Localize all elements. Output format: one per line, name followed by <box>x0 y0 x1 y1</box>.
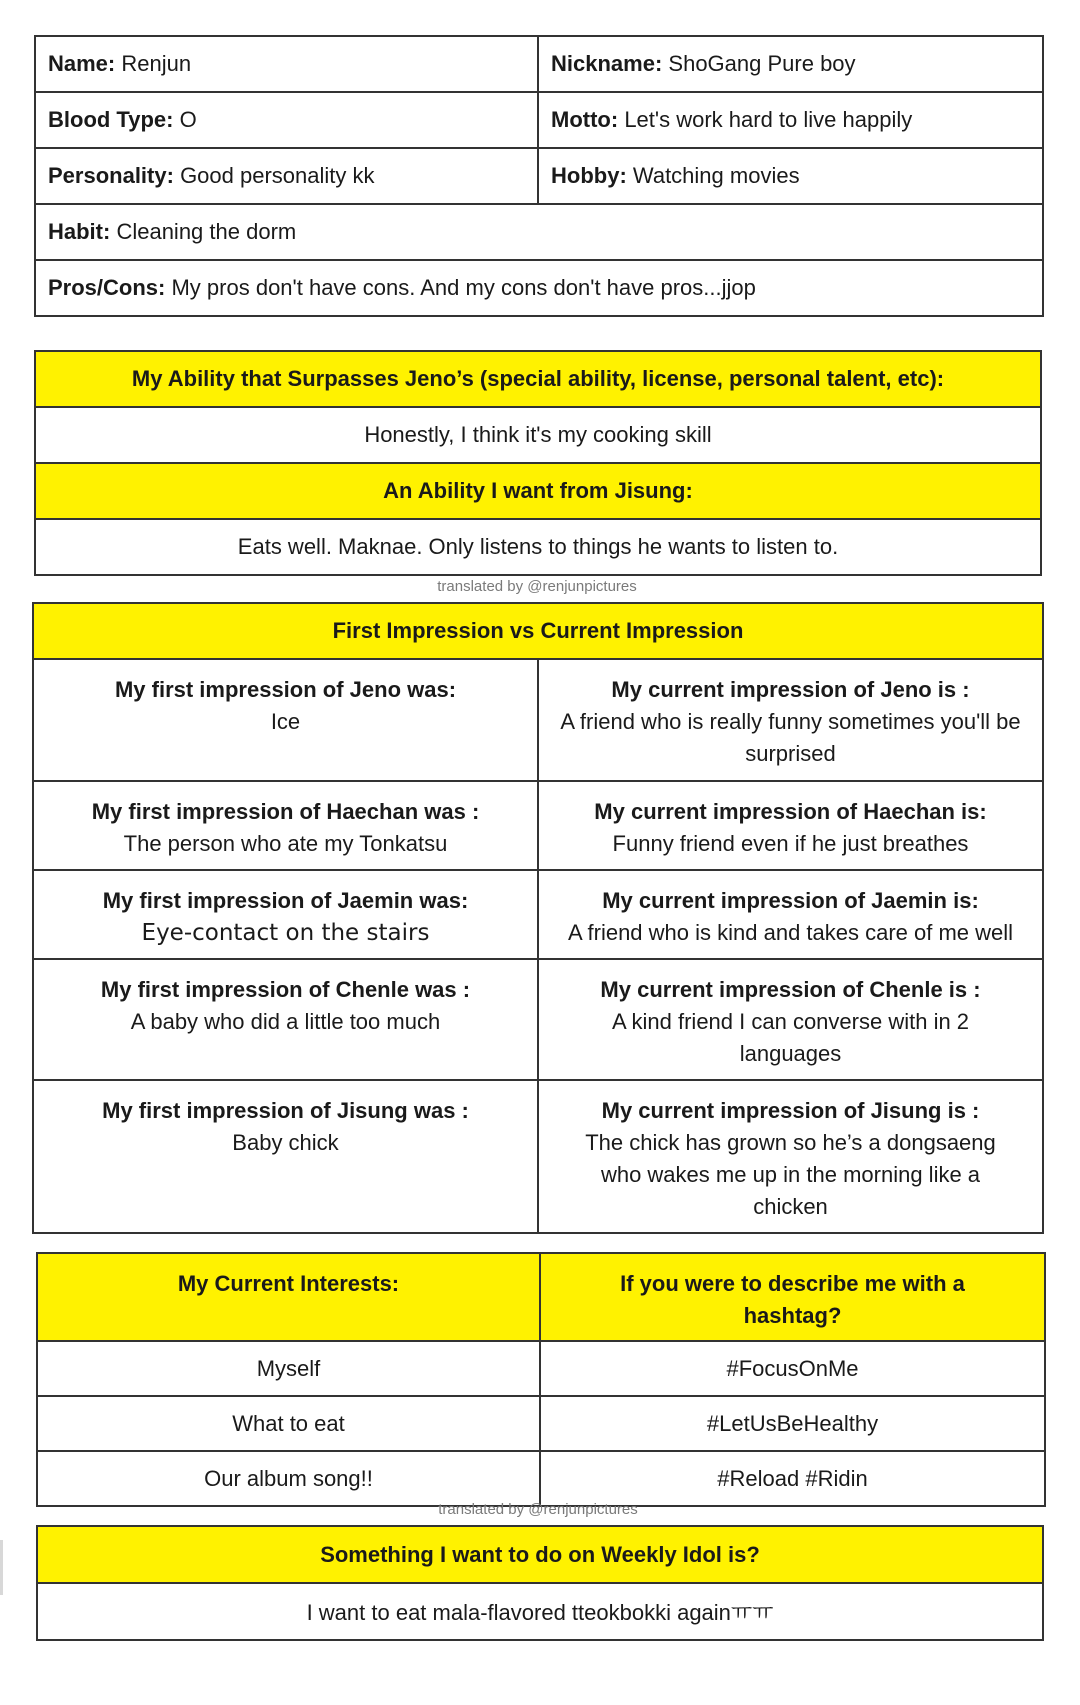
interest-item: Our album song!! <box>37 1451 540 1506</box>
hashtag-item: #LetUsBeHealthy <box>540 1396 1045 1451</box>
impressions-title: First Impression vs Current Impression <box>33 603 1043 659</box>
hobby-value: Watching movies <box>632 163 800 188</box>
jeno-current-label: My current impression of Jeno is : <box>611 677 970 702</box>
jeno-ability-answer: Honestly, I think it's my cooking skill <box>35 407 1041 463</box>
jaemin-first-label: My first impression of Jaemin was: <box>102 888 469 913</box>
translator-credit-2: translated by @renjunpictures <box>438 1501 638 1518</box>
interest-item: Myself <box>37 1341 540 1396</box>
jisung-current-impression <box>538 1080 1043 1233</box>
hashtag-item: #FocusOnMe <box>540 1341 1045 1396</box>
habit-value: Cleaning the dorm <box>116 219 297 244</box>
name-cell <box>35 36 538 92</box>
jeno-ability-header: My Ability that Surpasses Jeno’s (special ability, license, personal talent, etc): <box>35 351 1041 407</box>
jeno-current-impression <box>538 659 1043 781</box>
haechan-current-impression <box>538 781 1043 870</box>
personality-value: Good personality kk <box>180 163 375 188</box>
haechan-first-impression <box>33 781 538 870</box>
motto-label: Motto: <box>551 107 619 132</box>
jeno-current-value: A friend who is really funny sometimes you'll be surprised <box>560 709 1021 766</box>
haechan-current-value: Funny friend even if he just breathes <box>612 831 969 856</box>
name-label: Name: <box>48 51 116 76</box>
interest-item: What to eat <box>37 1396 540 1451</box>
jaemin-current-value: A friend who is kind and takes care of me well <box>567 920 1014 945</box>
jeno-first-label: My first impression of Jeno was: <box>114 677 457 702</box>
jisung-ability-header: An Ability I want from Jisung: <box>35 463 1041 519</box>
translator-credit: translated by @renjunpictures <box>437 578 637 595</box>
nickname-value: ShoGang Pure boy <box>668 51 856 76</box>
blood-type-label: Blood Type: <box>48 107 174 132</box>
jaemin-first-value: Eye-contact on the stairs <box>141 920 430 946</box>
haechan-first-value: The person who ate my Tonkatsu <box>123 831 448 856</box>
habit-label: Habit: <box>48 219 111 244</box>
jisung-ability-answer: Eats well. Maknae. Only listens to things he wants to listen to. <box>35 519 1041 575</box>
motto-value: Let's work hard to live happily <box>624 107 913 132</box>
personality-cell <box>35 148 538 204</box>
proscons-value: My pros don't have cons. And my cons don't have pros...jjop <box>171 275 756 300</box>
impressions-table <box>32 602 1044 1234</box>
hobby-cell <box>538 148 1043 204</box>
chenle-current-impression <box>538 959 1043 1080</box>
jisung-first-impression <box>33 1080 538 1233</box>
hashtag-item: #Reload #Ridin <box>540 1451 1045 1506</box>
habit-cell <box>35 204 1043 260</box>
chenle-first-impression <box>33 959 538 1080</box>
nickname-cell <box>538 36 1043 92</box>
jisung-first-label: My first impression of Jisung was : <box>102 1098 469 1123</box>
hashtag-header: If you were to describe me with a hashtag? <box>540 1253 1045 1341</box>
proscons-cell <box>35 260 1043 316</box>
haechan-current-label: My current impression of Haechan is: <box>594 799 987 824</box>
blood-type-value: O <box>179 107 197 132</box>
jaemin-current-impression <box>538 870 1043 959</box>
interests-table <box>36 1252 1046 1507</box>
motto-cell <box>538 92 1043 148</box>
jaemin-current-label: My current impression of Jaemin is: <box>602 888 979 913</box>
haechan-first-label: My first impression of Haechan was : <box>91 799 480 824</box>
blood-type-cell <box>35 92 538 148</box>
jisung-current-label: My current impression of Jisung is : <box>601 1098 980 1123</box>
hobby-label: Hobby: <box>551 163 627 188</box>
jaemin-first-impression <box>33 870 538 959</box>
nickname-label: Nickname: <box>551 51 663 76</box>
jeno-first-impression <box>33 659 538 781</box>
weekly-idol-table <box>36 1525 1044 1641</box>
chenle-current-value: A kind friend I can converse with in 2 languages <box>611 1009 970 1066</box>
interests-header: My Current Interests: <box>37 1253 540 1341</box>
name-value: Renjun <box>121 51 192 76</box>
chenle-first-value: A baby who did a little too much <box>130 1009 441 1034</box>
personality-label: Personality: <box>48 163 174 188</box>
edge-artifact <box>0 1540 3 1595</box>
jisung-first-value: Baby chick <box>232 1130 339 1155</box>
chenle-first-label: My first impression of Chenle was : <box>100 977 471 1002</box>
jeno-first-value: Ice <box>270 709 301 734</box>
weekly-idol-header: Something I want to do on Weekly Idol is? <box>37 1526 1043 1583</box>
chenle-current-label: My current impression of Chenle is : <box>600 977 981 1002</box>
proscons-label: Pros/Cons: <box>48 275 166 300</box>
jisung-current-value: The chick has grown so he’s a dongsaeng who wakes me up in the morning like a chicken <box>585 1130 996 1219</box>
abilities-table <box>34 350 1042 576</box>
profile-table <box>34 35 1044 317</box>
weekly-idol-answer: I want to eat mala-flavored tteokbokki againㅠㅠ <box>37 1583 1043 1640</box>
